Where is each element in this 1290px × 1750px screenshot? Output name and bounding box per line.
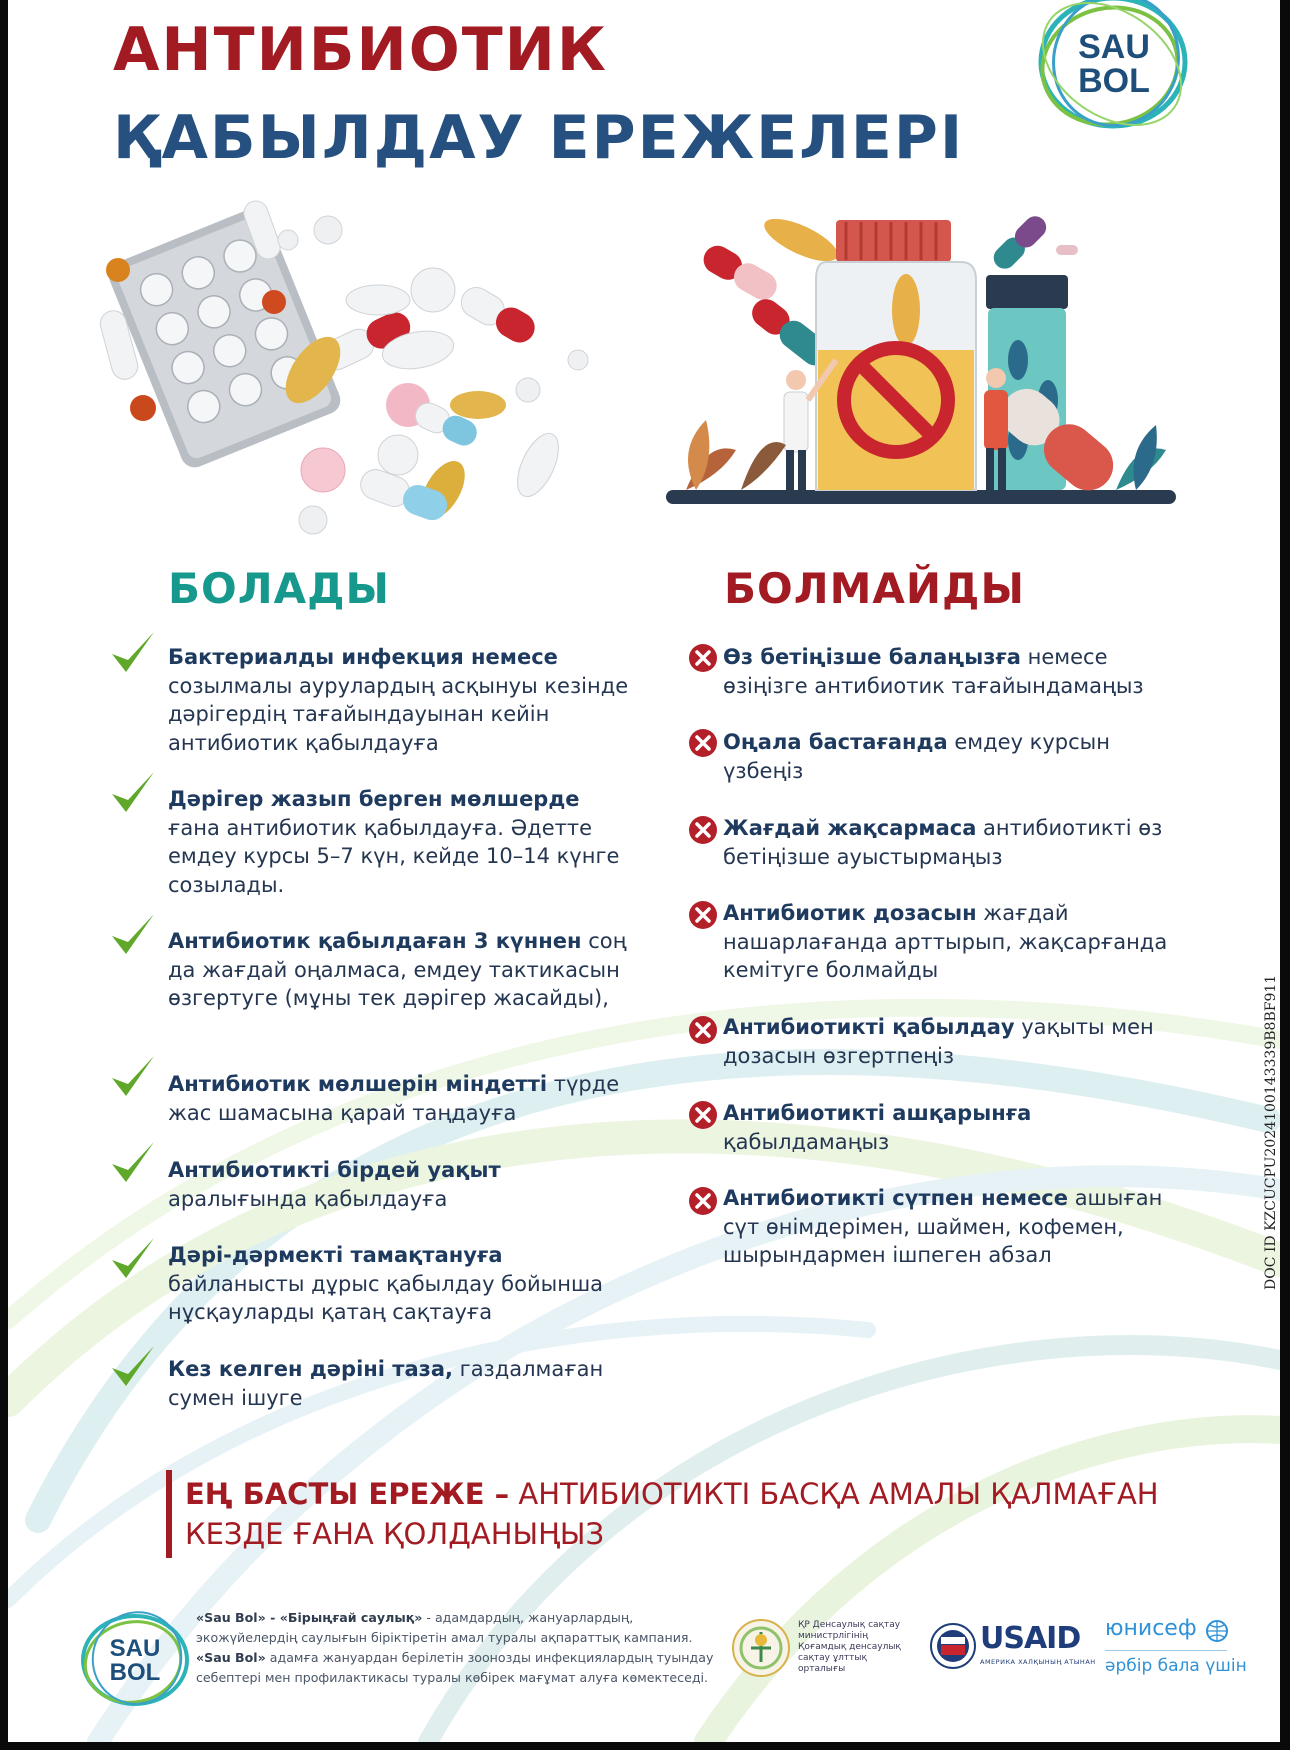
dont-item: Өз бетіңізше балаңызға немесе өзіңізге антибиотик тағайындамаңыз: [723, 645, 1144, 698]
medicine-prohibited-illustration: [666, 200, 1186, 525]
check-icon: [108, 1138, 156, 1186]
do-item: Кез келген дәріні таза, газдалмаған сумен ішуге: [168, 1357, 604, 1410]
footer-logo-text-sau: SAU: [109, 1635, 161, 1662]
main-rule: ЕҢ БАСТЫ ЕРЕЖЕ – АНТИБИОТИКТІ БАСҚА АМАЛЫ ҚАЛМАҒАН КЕЗДЕ ҒАНА ҚОЛДАНЫҢЫЗ: [185, 1477, 1159, 1551]
poster: [8, 0, 1280, 1742]
title-line-1: АНТИБИОТИК: [113, 15, 608, 85]
check-icon: [108, 768, 156, 816]
do-item: Антибиотикті бірдей уақыт аралығында қабылдауға: [168, 1158, 501, 1211]
footer-logo-text-bol: BOL: [109, 1659, 161, 1686]
x-circle-icon: [688, 900, 718, 930]
x-circle-icon: [688, 815, 718, 845]
main-rule-bar: [166, 1470, 172, 1558]
title-line-2: ҚАБЫЛДАУ ЕРЕЖЕЛЕРІ: [113, 103, 965, 173]
x-circle-icon: [688, 1015, 718, 1045]
dont-item: Антибиотикті ашқарынға қабылдамаңыз: [723, 1101, 1032, 1154]
check-icon: [108, 910, 156, 958]
dont-item: Антибиотикті сүтпен немесе ашыған сүт өнімдерімен, шаймен, кофемен, шырындармен ішпеген абзал: [723, 1186, 1163, 1267]
usaid-seal-icon: [930, 1623, 976, 1669]
x-circle-icon: [688, 728, 718, 758]
x-circle-icon: [688, 1100, 718, 1130]
logo-text-sau: SAU: [1078, 28, 1150, 66]
dont-item: Антибиотик дозасын жағдай нашарлағанда арттырып, жақсарғанда кемітуге болмайды: [723, 901, 1168, 982]
do-item: Дәрі-дәрмекті тамақтануға байланысты дұрыс қабылдау бойынша нұсқауларды қатаң сақтауға: [168, 1243, 604, 1324]
dont-item: Антибиотикті қабылдау уақыты мен дозасын өзгертпеңіз: [723, 1015, 1154, 1068]
ministry-label: ҚР Денсаулық сақтау министрлігінің Қоғамдық денсаулық сақтау ұлттық орталығы: [798, 1620, 901, 1674]
usaid-logo-text: USAID: [980, 1621, 1081, 1656]
sau-bol-footer-logo: [73, 1608, 203, 1708]
check-icon: [108, 1052, 156, 1100]
check-icon: [108, 628, 156, 676]
logo-text-bol: BOL: [1078, 62, 1150, 100]
usaid-tagline: АМЕРИКА ХАЛҚЫНЫҢ АТЫНАН: [980, 1658, 1096, 1666]
do-item: Антибиотик мөлшерін міндетті түрде жас шамасына қарай таңдауға: [168, 1072, 620, 1125]
do-item: Дәрігер жазып берген мөлшерде ғана антибиотик қабылдауға. Әдетте емдеу курсы 5–7 күн, кейде 10–14 күнге созылады.: [168, 787, 620, 897]
dont-heading: БОЛМАЙДЫ: [724, 564, 1025, 613]
dont-item: Оңала бастағанда емдеу курсын үзбеңіз: [723, 730, 1110, 783]
sau-bol-logo: [1018, 0, 1198, 140]
x-circle-icon: [688, 1186, 718, 1216]
ministry-emblem-icon: [731, 1618, 791, 1678]
x-circle-icon: [688, 643, 718, 673]
do-item: Антибиотик қабылдаған 3 күннен соң да жағдай оңалмаса, емдеу тактикасын өзгертуге (мұны тек дәрігер жасайды),: [168, 929, 627, 1010]
doc-id: DOC ID KZCUCPU2024100143339B8BF911: [1263, 974, 1279, 1290]
check-icon: [108, 1342, 156, 1390]
unicef-divider: [1105, 1650, 1227, 1651]
footer-description: «Sau Bol» - «Бірыңғай саулық» - адамдардың, жануарлардың, экожүйелердің саулығын біріктіретін амал туралы ақпараттық кампания. «Sau Bol» адамға жануардан берілетін зоонозды инфекциялардың туындау себептері мен профилактикасы туралы көбірек мағұмат алуға көмектеседі.: [196, 1610, 714, 1685]
unicef-tagline: әрбір бала үшін: [1105, 1656, 1247, 1676]
dont-item: Жағдай жақсармаса антибиотикті өз бетіңізше ауыстырмаңыз: [723, 816, 1163, 869]
unicef-logo-text: юнисеф: [1105, 1616, 1197, 1641]
unicef-globe-icon: [1205, 1619, 1229, 1643]
do-heading: БОЛАДЫ: [168, 564, 391, 613]
do-item: Бактериалды инфекция немесе созылмалы аурулардың асқынуы кезінде дәрігердің тағайындауынан кейін антибиотик қабылдауға: [168, 645, 629, 755]
check-icon: [108, 1234, 156, 1282]
pills-illustration: [98, 200, 618, 545]
